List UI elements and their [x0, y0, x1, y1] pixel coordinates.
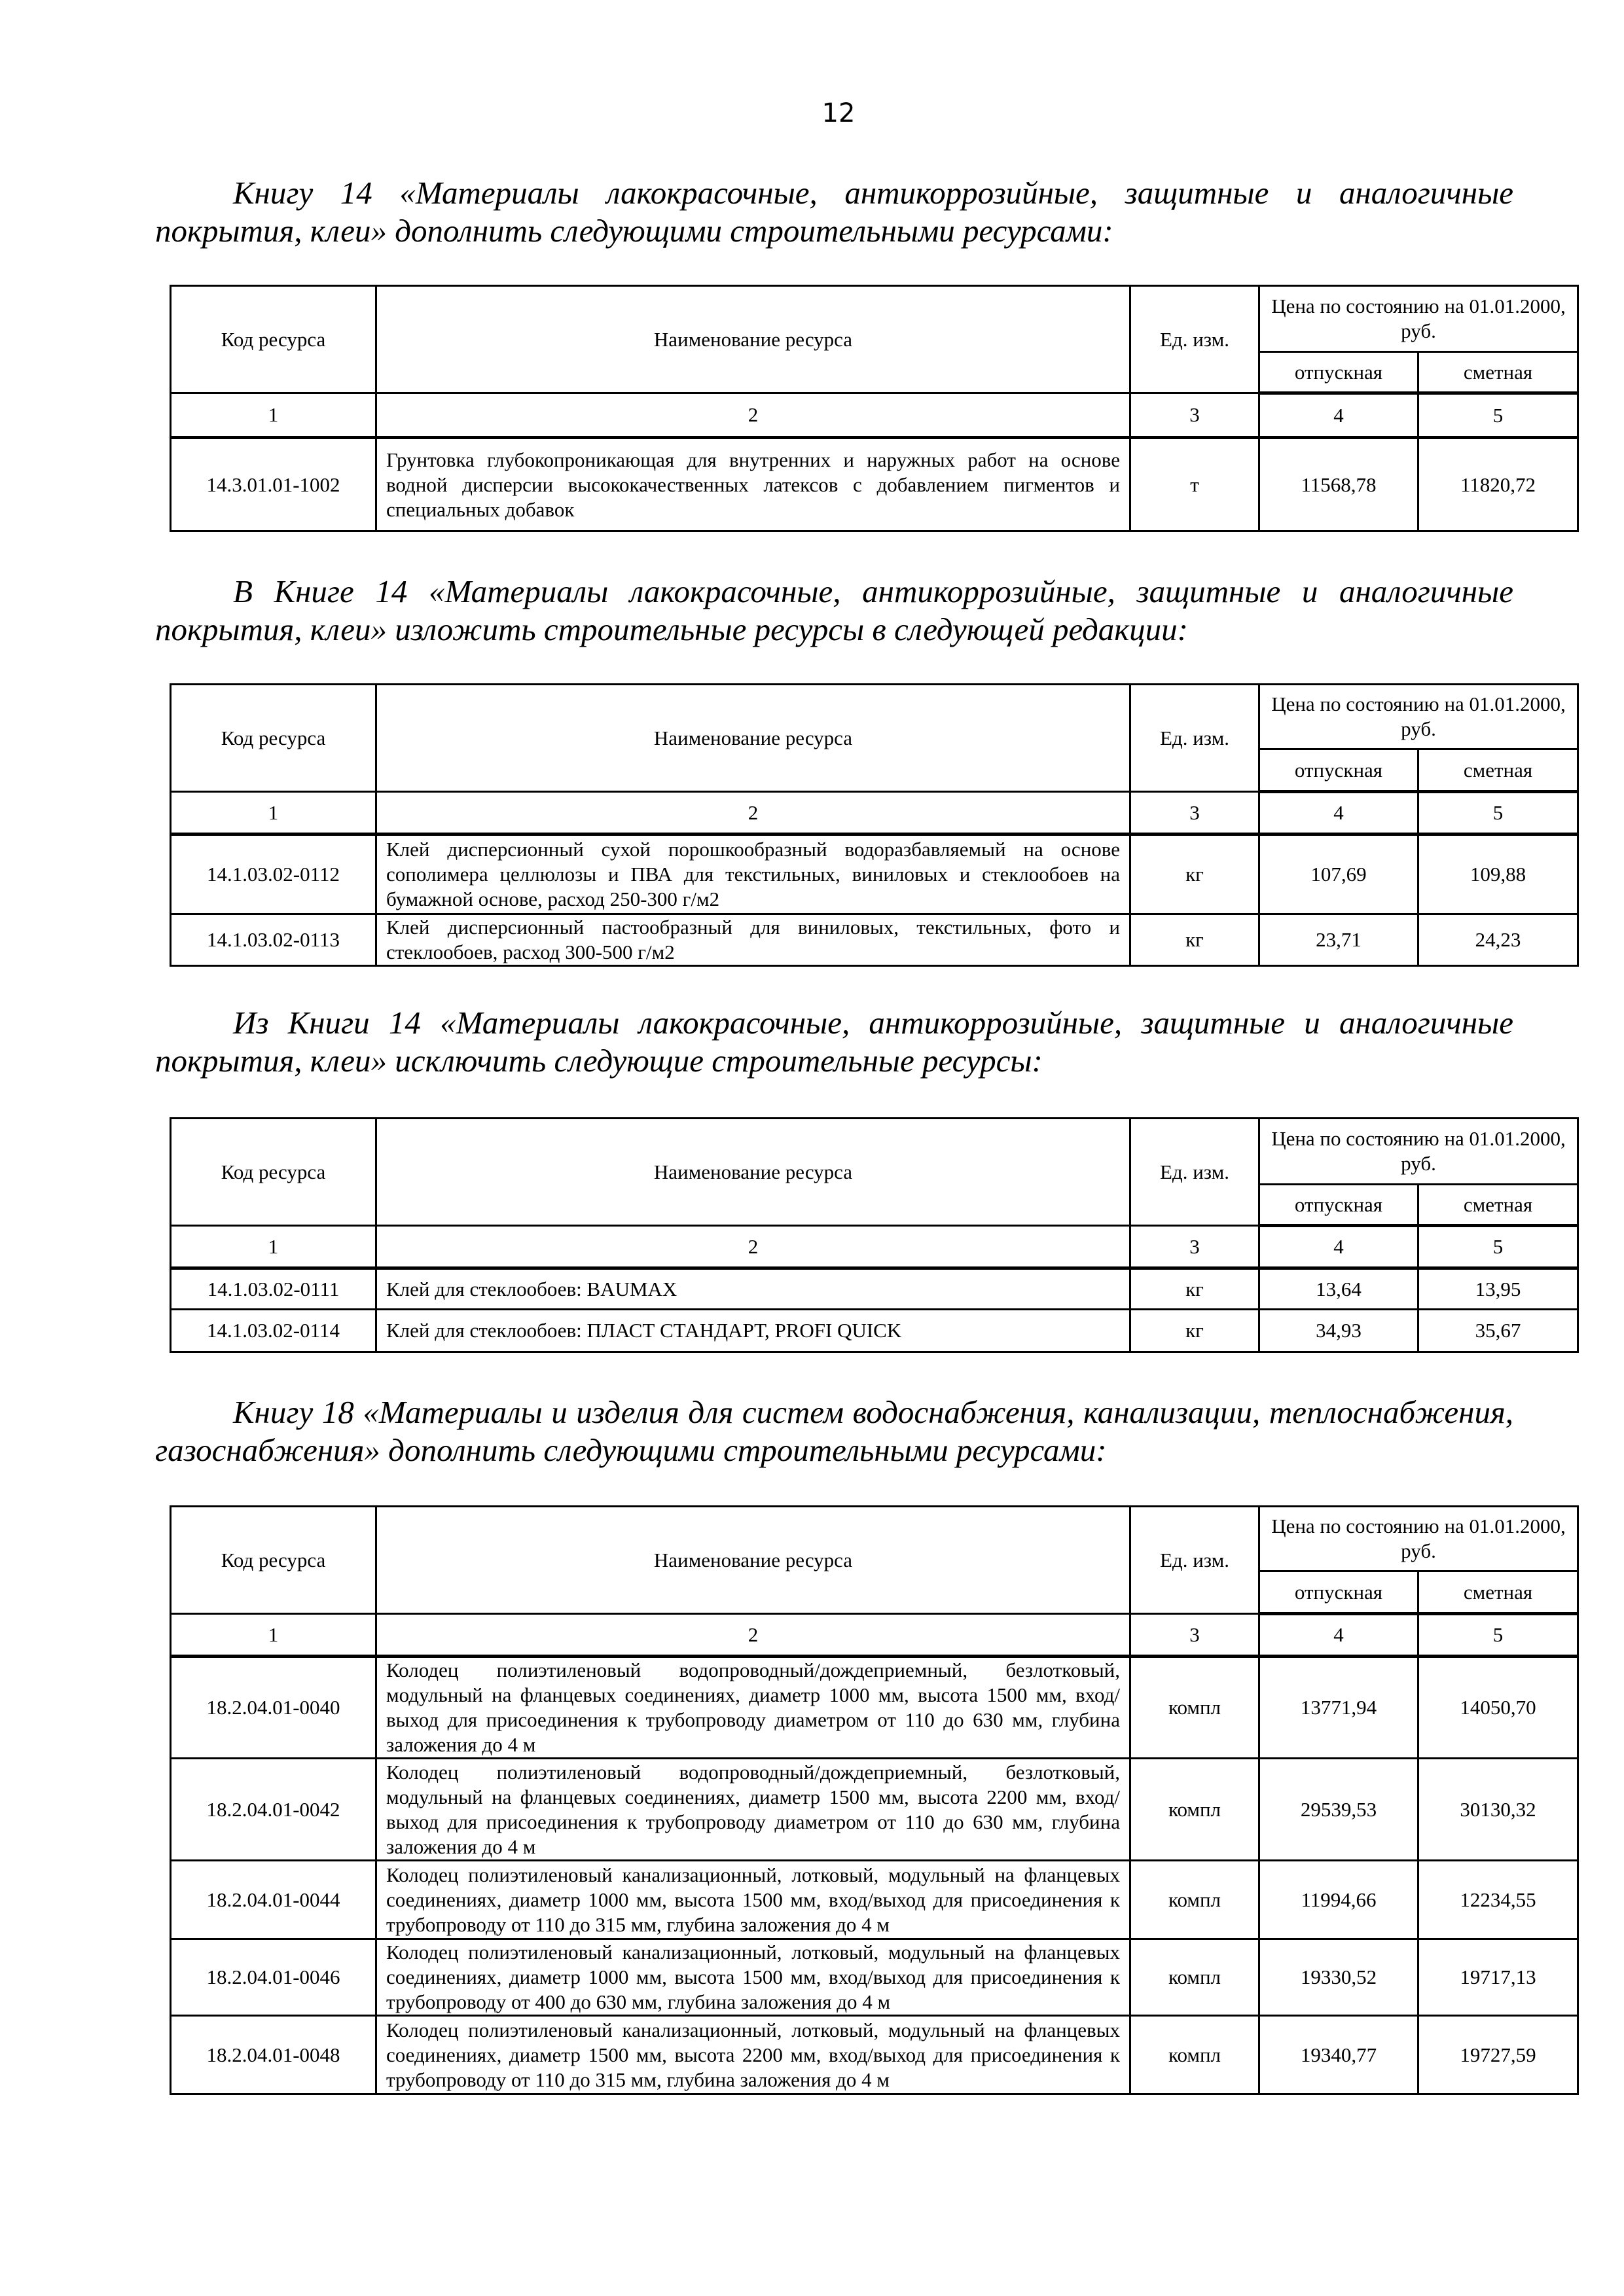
- header-estimate-price: сметная: [1418, 1185, 1578, 1226]
- column-number-row: [171, 792, 1578, 834]
- resource-code: 18.2.04.01-0044: [171, 1861, 376, 1939]
- release-price: 13771,94: [1259, 1657, 1418, 1759]
- release-price: 29539,53: [1259, 1759, 1418, 1861]
- header-row: [171, 286, 1578, 352]
- section-heading: Книгу 18 «Материалы и изделия для систем водоснабжения, канализации, теплоснабжения, газоснабжения» дополнить следующими строительными ресурсами:: [155, 1394, 1513, 1468]
- header-price: Цена по состоянию на 01.01.2000, руб.: [1259, 685, 1578, 749]
- header-estimate-price: сметная: [1418, 352, 1578, 393]
- resource-name: Колодец полиэтиленовый водопроводный/дождеприемный, безлотковый, модульный на фланцевых соединениях, диаметр 1500 мм, высота 2200 мм, вход/выход для присоединения к трубопроводу диаметром от 110 до 630 мм, глубина заложения до 4 м: [376, 1759, 1130, 1861]
- header-release-price: отпускная: [1259, 352, 1418, 393]
- column-number: 4: [1259, 1614, 1418, 1657]
- header-estimate-price: сметная: [1418, 749, 1578, 792]
- column-number: 2: [376, 393, 1130, 438]
- estimate-price: 11820,72: [1418, 438, 1578, 531]
- estimate-price: 30130,32: [1418, 1759, 1578, 1861]
- section-heading: В Книге 14 «Материалы лакокрасочные, антикоррозийные, защитные и аналогичные покрытия, клеи» изложить строительные ресурсы в следующей редакции:: [155, 573, 1513, 647]
- release-price: 11568,78: [1259, 438, 1418, 531]
- resource-table: [170, 683, 1579, 967]
- estimate-price: 19717,13: [1418, 1939, 1578, 2016]
- header-name: Наименование ресурса: [376, 1119, 1130, 1226]
- table-row: [171, 834, 1578, 914]
- column-number: 5: [1418, 393, 1578, 438]
- section-heading: Книгу 14 «Материалы лакокрасочные, антикоррозийные, защитные и аналогичные покрытия, клеи» дополнить следующими строительными ресурсами:: [155, 175, 1513, 249]
- release-price: 19330,52: [1259, 1939, 1418, 2016]
- header-code: Код ресурса: [171, 1119, 376, 1226]
- column-number: 1: [171, 792, 376, 834]
- header-price: Цена по состоянию на 01.01.2000, руб.: [1259, 1119, 1578, 1185]
- table-row: [171, 1861, 1578, 1939]
- resource-name: Грунтовка глубокопроникающая для внутренних и наружных работ на основе водной дисперсии высококачественных латексов с добавлением пигментов и специальных добавок: [376, 438, 1130, 531]
- column-number: 3: [1130, 792, 1259, 834]
- page-number: 12: [821, 98, 856, 128]
- header-price: Цена по состоянию на 01.01.2000, руб.: [1259, 1507, 1578, 1571]
- estimate-price: 109,88: [1418, 834, 1578, 914]
- table-row: [171, 438, 1578, 531]
- resource-code: 14.1.03.02-0111: [171, 1268, 376, 1310]
- column-number: 5: [1418, 1614, 1578, 1657]
- column-number: 2: [376, 792, 1130, 834]
- table-row: [171, 1939, 1578, 2016]
- column-number: 3: [1130, 393, 1259, 438]
- column-number-row: [171, 1226, 1578, 1268]
- resource-unit: кг: [1130, 1310, 1259, 1352]
- resource-unit: кг: [1130, 834, 1259, 914]
- release-price: 13,64: [1259, 1268, 1418, 1310]
- resource-name: Колодец полиэтиленовый канализационный, лотковый, модульный на фланцевых соединениях, диаметр 1000 мм, высота 1500 мм, вход/выход для присоединения к трубопроводу от 110 до 315 мм, глубина заложения до 4 м: [376, 1861, 1130, 1939]
- release-price: 19340,77: [1259, 2016, 1418, 2094]
- resource-name: Колодец полиэтиленовый водопроводный/дождеприемный, безлотковый, модульный на фланцевых соединениях, диаметр 1000 мм, высота 1500 мм, вход/выход для присоединения к трубопроводу диаметром от 110 до 630 мм, глубина заложения до 4 м: [376, 1657, 1130, 1759]
- column-number: 4: [1259, 1226, 1418, 1268]
- resource-code: 14.1.03.02-0113: [171, 914, 376, 966]
- resource-unit: компл: [1130, 1939, 1259, 2016]
- header-unit: Ед. изм.: [1130, 286, 1259, 393]
- header-unit: Ед. изм.: [1130, 1119, 1259, 1226]
- estimate-price: 14050,70: [1418, 1657, 1578, 1759]
- resource-code: 18.2.04.01-0048: [171, 2016, 376, 2094]
- resource-unit: компл: [1130, 1759, 1259, 1861]
- estimate-price: 24,23: [1418, 914, 1578, 966]
- resource-name: Клей для стеклообоев: BAUMAX: [376, 1268, 1130, 1310]
- column-number: 3: [1130, 1226, 1259, 1268]
- table-row: [171, 2016, 1578, 2094]
- section-heading: Из Книги 14 «Материалы лакокрасочные, антикоррозийные, защитные и аналогичные покрытия, клеи» исключить следующие строительные ресурсы:: [155, 1005, 1513, 1079]
- header-unit: Ед. изм.: [1130, 685, 1259, 792]
- estimate-price: 35,67: [1418, 1310, 1578, 1352]
- resource-name: Клей дисперсионный сухой порошкообразный водоразбавляемый на основе сополимера целлюлозы и ПВА для текстильных, виниловых и стеклообоев на бумажной основе, расход 250-300 г/м2: [376, 834, 1130, 914]
- resource-table: [170, 1117, 1579, 1353]
- resource-name: Колодец полиэтиленовый канализационный, лотковый, модульный на фланцевых соединениях, диаметр 1000 мм, высота 1500 мм, вход/выход для присоединения к трубопроводу от 400 до 630 мм, глубина заложения до 4 м: [376, 1939, 1130, 2016]
- header-unit: Ед. изм.: [1130, 1507, 1259, 1614]
- header-row: [171, 1507, 1578, 1571]
- resource-code: 18.2.04.01-0042: [171, 1759, 376, 1861]
- header-name: Наименование ресурса: [376, 1507, 1130, 1614]
- column-number: 2: [376, 1226, 1130, 1268]
- resource-code: 14.1.03.02-0112: [171, 834, 376, 914]
- resource-unit: кг: [1130, 914, 1259, 966]
- table-row: [171, 1268, 1578, 1310]
- column-number: 5: [1418, 1226, 1578, 1268]
- column-number: 1: [171, 1226, 376, 1268]
- column-number: 4: [1259, 393, 1418, 438]
- table-row: [171, 1759, 1578, 1861]
- resource-name: Клей дисперсионный пастообразный для виниловых, текстильных, фото и стеклообоев, расход 300-500 г/м2: [376, 914, 1130, 966]
- resource-unit: компл: [1130, 1657, 1259, 1759]
- release-price: 107,69: [1259, 834, 1418, 914]
- header-price: Цена по состоянию на 01.01.2000, руб.: [1259, 286, 1578, 352]
- estimate-price: 13,95: [1418, 1268, 1578, 1310]
- column-number: 4: [1259, 792, 1418, 834]
- header-release-price: отпускная: [1259, 1185, 1418, 1226]
- column-number: 1: [171, 393, 376, 438]
- resource-unit: компл: [1130, 1861, 1259, 1939]
- resource-code: 14.3.01.01-1002: [171, 438, 376, 531]
- table-row: [171, 914, 1578, 966]
- header-code: Код ресурса: [171, 286, 376, 393]
- release-price: 34,93: [1259, 1310, 1418, 1352]
- table-row: [171, 1310, 1578, 1352]
- release-price: 11994,66: [1259, 1861, 1418, 1939]
- column-number-row: [171, 1614, 1578, 1657]
- resource-unit: т: [1130, 438, 1259, 531]
- resource-code: 18.2.04.01-0040: [171, 1657, 376, 1759]
- estimate-price: 19727,59: [1418, 2016, 1578, 2094]
- header-code: Код ресурса: [171, 685, 376, 792]
- column-number: 2: [376, 1614, 1130, 1657]
- resource-unit: компл: [1130, 2016, 1259, 2094]
- column-number-row: [171, 393, 1578, 438]
- estimate-price: 12234,55: [1418, 1861, 1578, 1939]
- header-name: Наименование ресурса: [376, 286, 1130, 393]
- resource-name: Клей для стеклообоев: ПЛАСТ СТАНДАРТ, PROFI QUICK: [376, 1310, 1130, 1352]
- header-row: [171, 1119, 1578, 1185]
- resource-code: 14.1.03.02-0114: [171, 1310, 376, 1352]
- resource-table: [170, 1505, 1579, 2095]
- column-number: 1: [171, 1614, 376, 1657]
- resource-table: [170, 285, 1579, 532]
- release-price: 23,71: [1259, 914, 1418, 966]
- resource-name: Колодец полиэтиленовый канализационный, лотковый, модульный на фланцевых соединениях, диаметр 1500 мм, высота 2200 мм, вход/выход для присоединения к трубопроводу от 110 до 315 мм, глубина заложения до 4 м: [376, 2016, 1130, 2094]
- header-name: Наименование ресурса: [376, 685, 1130, 792]
- resource-code: 18.2.04.01-0046: [171, 1939, 376, 2016]
- column-number: 5: [1418, 792, 1578, 834]
- table-row: [171, 1657, 1578, 1759]
- header-estimate-price: сметная: [1418, 1571, 1578, 1614]
- column-number: 3: [1130, 1614, 1259, 1657]
- header-code: Код ресурса: [171, 1507, 376, 1614]
- header-release-price: отпускная: [1259, 1571, 1418, 1614]
- resource-unit: кг: [1130, 1268, 1259, 1310]
- header-release-price: отпускная: [1259, 749, 1418, 792]
- header-row: [171, 685, 1578, 749]
